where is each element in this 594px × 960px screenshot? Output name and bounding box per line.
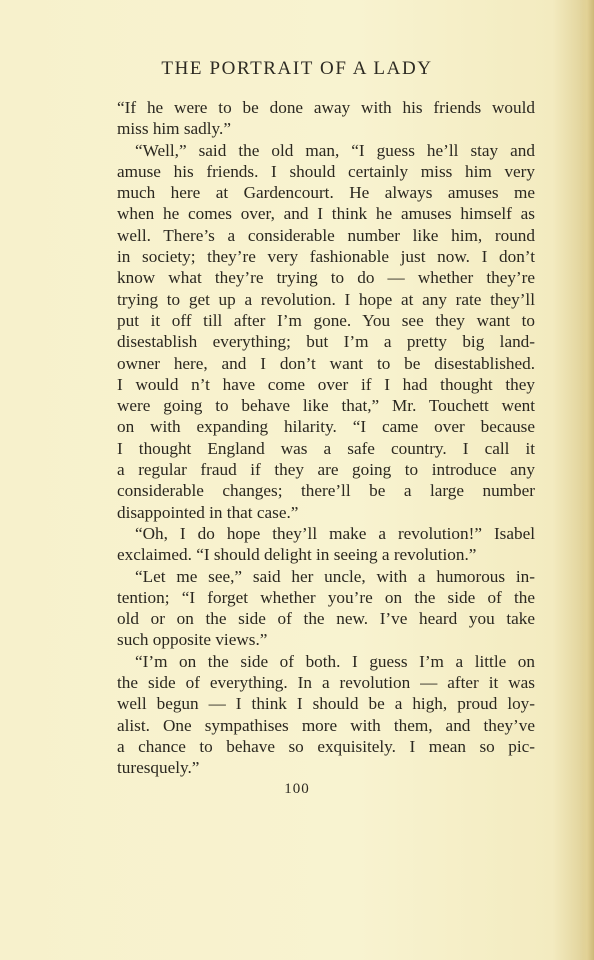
text-line: turesquely.” — [117, 758, 200, 778]
text-line: disestablish everything; but I’m a pretty big land- — [117, 332, 535, 352]
text-line: on with expanding hilarity. “I came over because — [117, 417, 535, 437]
text-line: I thought England was a safe country. I call it — [117, 438, 535, 458]
text-line: a regular fraud if they are going to introduce any — [117, 460, 535, 480]
text-line: exclaimed. “I should delight in seeing a revolution.” — [117, 545, 477, 565]
text-line: alist. One sympathises more with them, and they’ve — [117, 715, 535, 735]
page-edge-shadow — [580, 0, 594, 960]
text-line: trying to get up a revolution. I hope at any rate they’ll — [117, 289, 535, 309]
text-line: much here at Gardencourt. He always amuses me — [117, 183, 535, 203]
text-line: “I’m on the side of both. I guess I’m a little on — [135, 651, 535, 671]
text-line: owner here, and I don’t want to be disestablished. — [117, 353, 535, 373]
text-line: when he comes over, and I think he amuses himself as — [117, 204, 535, 224]
running-head: THE PORTRAIT OF A LADY — [161, 58, 433, 79]
text-line: know what they’re trying to do — whether they’re — [117, 268, 535, 288]
text-line: well. There’s a considerable number like him, round — [117, 225, 535, 245]
text-line: put it off till after I’m gone. You see they want to — [117, 310, 535, 330]
text-line: I would n’t have come over if I had thought they — [117, 374, 535, 394]
text-line: “If he were to be done away with his friends would — [117, 98, 535, 117]
text-line: disappointed in that case.” — [117, 502, 299, 522]
text-line: miss him sadly.” — [117, 119, 231, 139]
text-line: tention; “I forget whether you’re on the side of the — [117, 587, 535, 607]
text-line: were going to behave like that,” Mr. Touchett went — [117, 396, 535, 416]
text-line: amuse his friends. I should certainly miss him very — [117, 161, 535, 181]
text-line: “Oh, I do hope they’ll make a revolution!” Isabel — [135, 523, 535, 543]
text-line: considerable changes; there’ll be a large number — [117, 481, 535, 501]
page-number: 100 — [284, 781, 310, 797]
text-line: the side of everything. In a revolution — after it was — [117, 673, 535, 693]
text-line: old or on the side of the new. I’ve heard you take — [117, 609, 535, 629]
text-line: such opposite views.” — [117, 630, 268, 650]
body-text — [117, 97, 535, 779]
text-line: “Well,” said the old man, “I guess he’ll stay and — [135, 140, 535, 160]
text-line: “Let me see,” said her uncle, with a humorous in- — [135, 566, 535, 586]
text-line: well begun — I think I should be a high, proud loy- — [117, 694, 535, 714]
text-line: in society; they’re very fashionable just now. I don’t — [117, 247, 535, 267]
text-line: a chance to behave so exquisitely. I mean so pic- — [117, 736, 535, 756]
